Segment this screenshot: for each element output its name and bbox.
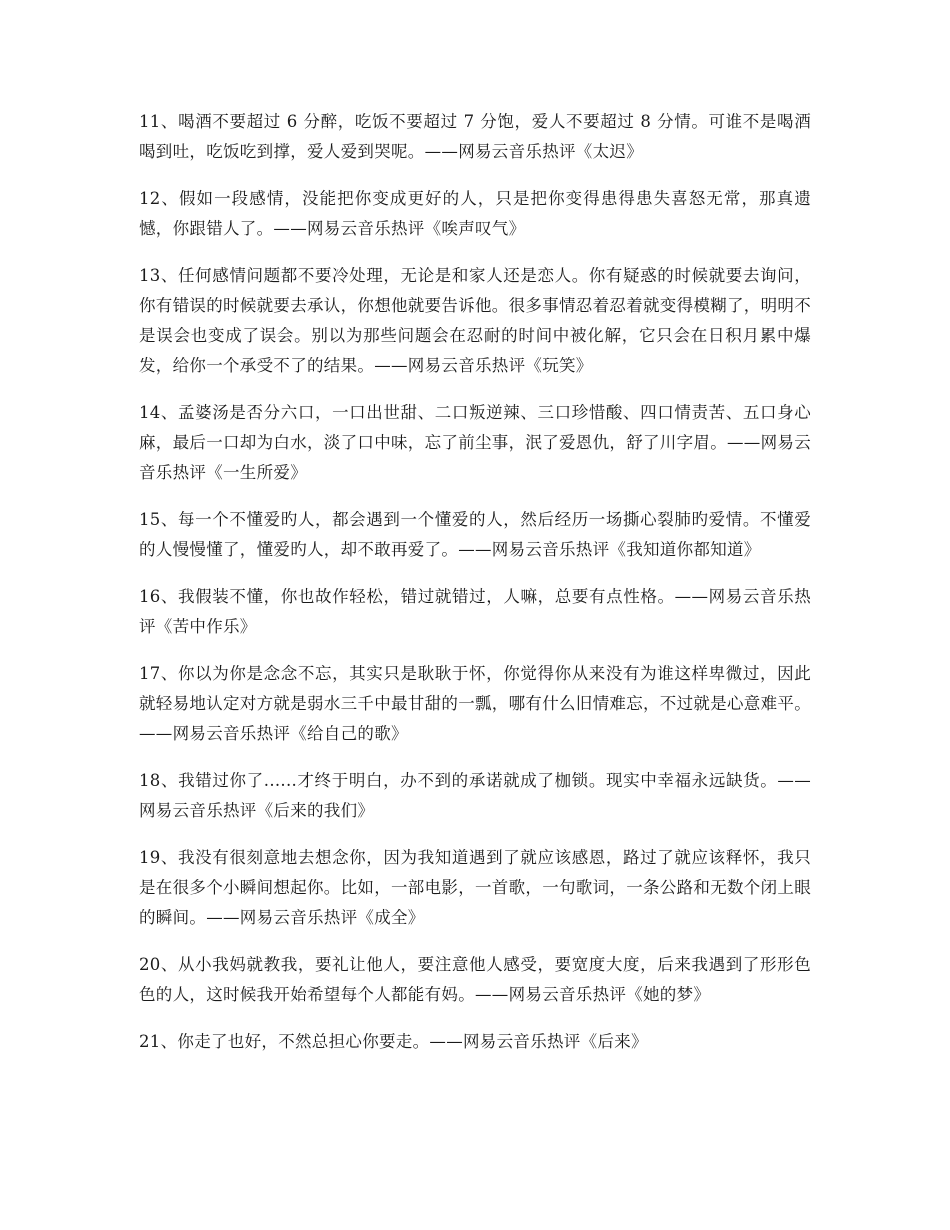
quote-paragraph-13: 13、任何感情问题都不要冷处理，无论是和家人还是恋人。你有疑惑的时候就要去询问，你有错误的时候就要去承认，你想他就要告诉他。很多事情忍着忍着就变得模糊了，明明不是误会也变成了误会。别以为那些问题会在忍耐的时间中被化解，它只会在日积月累中爆发，给你一个承受不了的结果。——网易云音乐热评《玩笑》 xyxy=(139,266,811,375)
quote-paragraph-20: 20、从小我妈就教我，要礼让他人，要注意他人感受，要宽度大度，后来我遇到了形形色色的人，这时候我开始希望每个人都能有妈。——网易云音乐热评《她的梦》 xyxy=(139,955,811,1004)
document-body xyxy=(139,107,811,1074)
quote-paragraph-17: 17、你以为你是念念不忘，其实只是耿耿于怀，你觉得你从来没有为谁这样卑微过，因此就轻易地认定对方就是弱水三千中最甘甜的一瓢，哪有什么旧情难忘，不过就是心意难平。——网易云音乐热评《给自己的歌》 xyxy=(139,664,811,743)
quote-paragraph-15: 15、每一个不懂爱旳人，都会遇到一个懂爱的人，然后经历一场撕心裂肺旳爱情。不懂爱的人慢慢懂了，懂爱旳人，却不敢再爱了。——网易云音乐热评《我知道你都知道》 xyxy=(139,510,811,559)
quote-paragraph-18: 18、我错过你了......才终于明白，办不到的承诺就成了枷锁。现实中幸福永远缺货。——网易云音乐热评《后来的我们》 xyxy=(139,771,811,820)
quote-paragraph-14: 14、孟婆汤是否分六口，一口出世甜、二口叛逆辣、三口珍惜酸、四口情责苦、五口身心麻，最后一口却为白水，淡了口中味，忘了前尘事，泯了爱恩仇，舒了川字眉。——网易云音乐热评《一生所爱》 xyxy=(139,403,811,482)
quote-paragraph-21: 21、你走了也好，不然总担心你要走。——网易云音乐热评《后来》 xyxy=(139,1032,648,1051)
quote-paragraph-12: 12、假如一段感情，没能把你变成更好的人，只是把你变得患得患失喜怒无常，那真遗憾，你跟错人了。——网易云音乐热评《唉声叹气》 xyxy=(139,189,811,238)
quote-paragraph-19: 19、我没有很刻意地去想念你，因为我知道遇到了就应该感恩，路过了就应该释怀，我只是在很多个小瞬间想起你。比如，一部电影，一首歌，一句歌词，一条公路和无数个闭上眼的瞬间。——网易云音乐热评《成全》 xyxy=(139,848,811,927)
quote-paragraph-16: 16、我假装不懂，你也故作轻松，错过就错过，人嘛，总要有点性格。——网易云音乐热评《苦中作乐》 xyxy=(139,587,811,636)
quote-paragraph-11: 11、喝酒不要超过 6 分醉，吃饭不要超过 7 分饱，爱人不要超过 8 分情。可谁不是喝酒喝到吐，吃饭吃到撑，爱人爱到哭呢。——网易云音乐热评《太迟》 xyxy=(139,112,811,161)
